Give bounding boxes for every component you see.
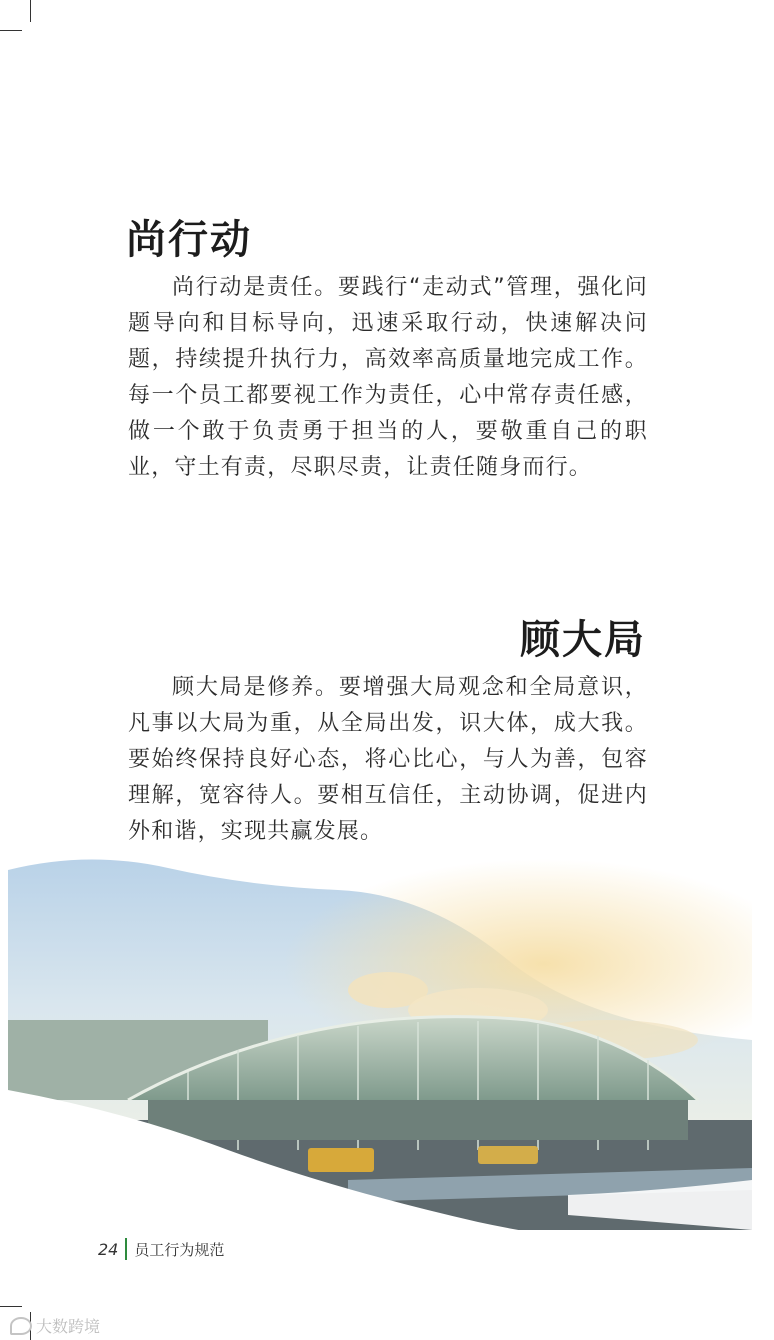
book-title: 员工行为规范: [134, 1240, 225, 1259]
section-body-shang-xing-dong: 尚行动是责任。要践行“走动式”管理，强化问题导向和目标导向，迅速采取行动，快速解决问题，持续提升执行力，高效率高质量地完成工作。每一个员工都要视工作为责任，心中常存责任感，做一个敢于负责勇于担当的人，要敬重自己的职业，守土有责，尽职尽责，让责任随身而行。: [128, 275, 648, 480]
crop-mark-bottom-horizontal: [0, 1306, 22, 1307]
page-footer: [98, 1238, 224, 1260]
section-title-shang-xing-dong: 尚行动: [126, 216, 252, 263]
watermark: [10, 1314, 100, 1337]
section-body-gu-da-ju: 顾大局是修养。要增强大局观念和全局意识，凡事以大局为重，从全局出发，识大体，成大我。要始终保持良好心态，将心比心，与人为善，包容理解，宽容待人。要相互信任，主动协调，促进内外和谐，实现共赢发展。: [128, 675, 648, 844]
crop-mark-top-horizontal: [0, 30, 22, 31]
watermark-text: 大数跨境: [36, 1317, 101, 1336]
crop-mark-top-vertical: [30, 0, 31, 22]
airport-terminal-image: [8, 850, 752, 1290]
watermark-logo-icon: [10, 1317, 32, 1335]
section-title-gu-da-ju: 顾大局: [520, 616, 646, 663]
footer-divider: [125, 1238, 127, 1260]
page-number: 24: [98, 1239, 119, 1259]
